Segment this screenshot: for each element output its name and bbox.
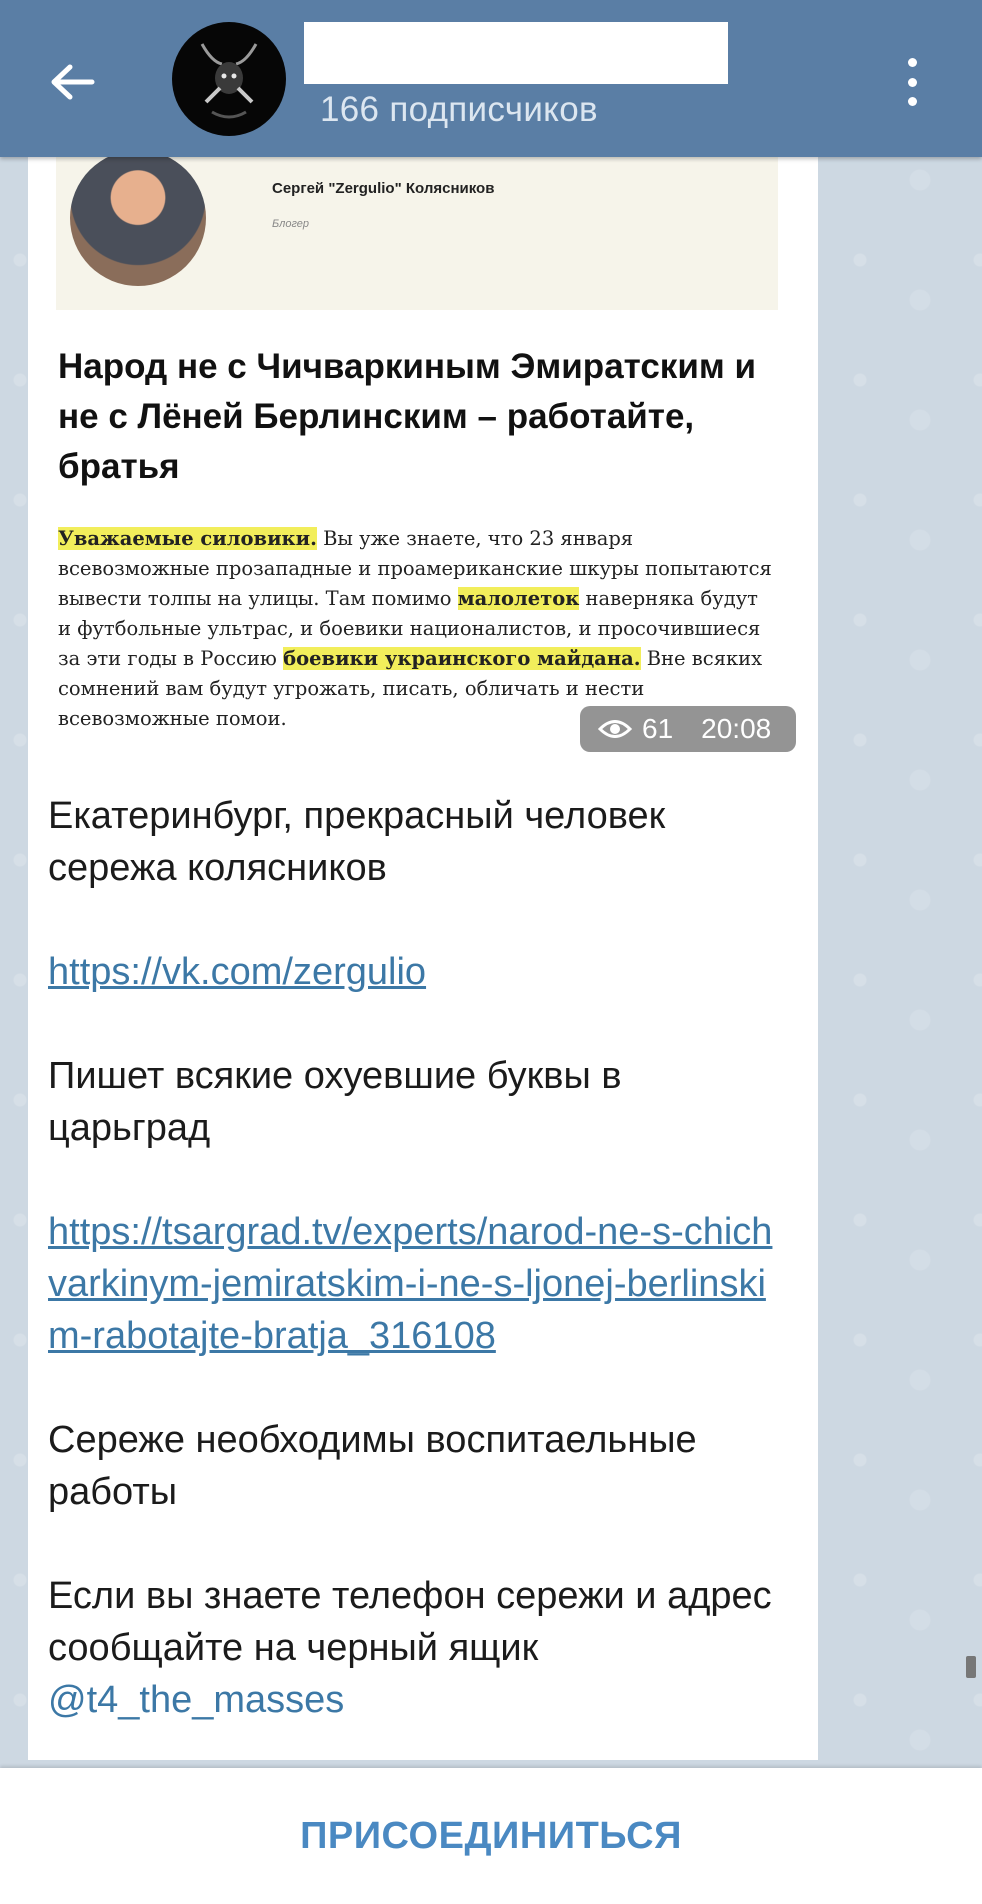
menu-dot xyxy=(908,97,917,106)
horned-skull-icon xyxy=(172,22,286,136)
scrollbar-thumb[interactable] xyxy=(966,1656,976,1678)
body-fragment: наверняка будут и футбольные ультрас, и боевики националистов, и просочившиеся за эти годы в Россию xyxy=(58,587,761,670)
message-paragraph: Сереже необходимы воспитаельные работы xyxy=(48,1419,697,1513)
message-time: 20:08 xyxy=(701,713,772,744)
body-fragment: Вне всяких сомнений вам будут угрожать, писать, обличать и нести всевозможные помои. xyxy=(58,647,763,730)
article-screenshot[interactable] xyxy=(56,130,778,752)
message-paragraph: Пишет всякие охуевшие буквы в царьград xyxy=(48,1055,622,1149)
message-text xyxy=(48,790,788,1726)
highlight-text: Уважаемые силовики. xyxy=(58,527,317,550)
channel-avatar[interactable] xyxy=(172,22,286,136)
back-button[interactable] xyxy=(40,50,104,114)
join-bar[interactable] xyxy=(0,1768,982,1904)
message-paragraph: Если вы знаете телефон сережи и адрес сообщайте на черный ящик xyxy=(48,1575,772,1669)
highlight-text: малолеток xyxy=(457,587,580,610)
article-body xyxy=(58,524,776,734)
author-strip xyxy=(56,130,778,310)
vk-link[interactable]: https://vk.com/zergulio xyxy=(48,951,427,993)
tsargrad-link[interactable]: https://tsargrad.tv/experts/narod-ne-s-chichvarkinym-jemiratskim-i-ne-s-ljonej-berlinskim-rabotajte-bratja_316108 xyxy=(48,1211,773,1357)
arrow-left-icon xyxy=(48,62,96,102)
subscriber-count: 166 подписчиков xyxy=(320,90,598,129)
body-fragment: Вы уже знаете, что 23 января всевозможные прозападные и проамериканские шкуры попытаются вывести толпы на улицы. Там помимо xyxy=(58,527,772,610)
author-photo xyxy=(70,150,206,286)
join-button[interactable]: ПРИСОЕДИНИТЬСЯ xyxy=(300,1814,682,1857)
author-name: Сергей "Zergulio" Колясников xyxy=(272,180,495,197)
author-role: Блогер xyxy=(272,218,310,230)
menu-dot xyxy=(908,78,917,87)
mention-link[interactable]: @t4_the_masses xyxy=(48,1679,345,1721)
channel-title-redacted xyxy=(304,22,728,84)
highlight-text: боевики украинского майдана. xyxy=(283,647,641,670)
article-headline: Народ не с Чичваркиным Эмиратским и не с Лёней Берлинским – работайте, братья xyxy=(58,347,756,486)
eye-icon xyxy=(598,718,632,740)
message-meta xyxy=(580,706,796,752)
more-vertical-icon xyxy=(908,58,917,67)
more-options-button[interactable] xyxy=(888,52,936,112)
channel-header xyxy=(0,0,982,157)
view-count: 61 xyxy=(642,713,674,744)
message-paragraph: Екатеринбург, прекрасный человек сережа колясников xyxy=(48,795,666,889)
